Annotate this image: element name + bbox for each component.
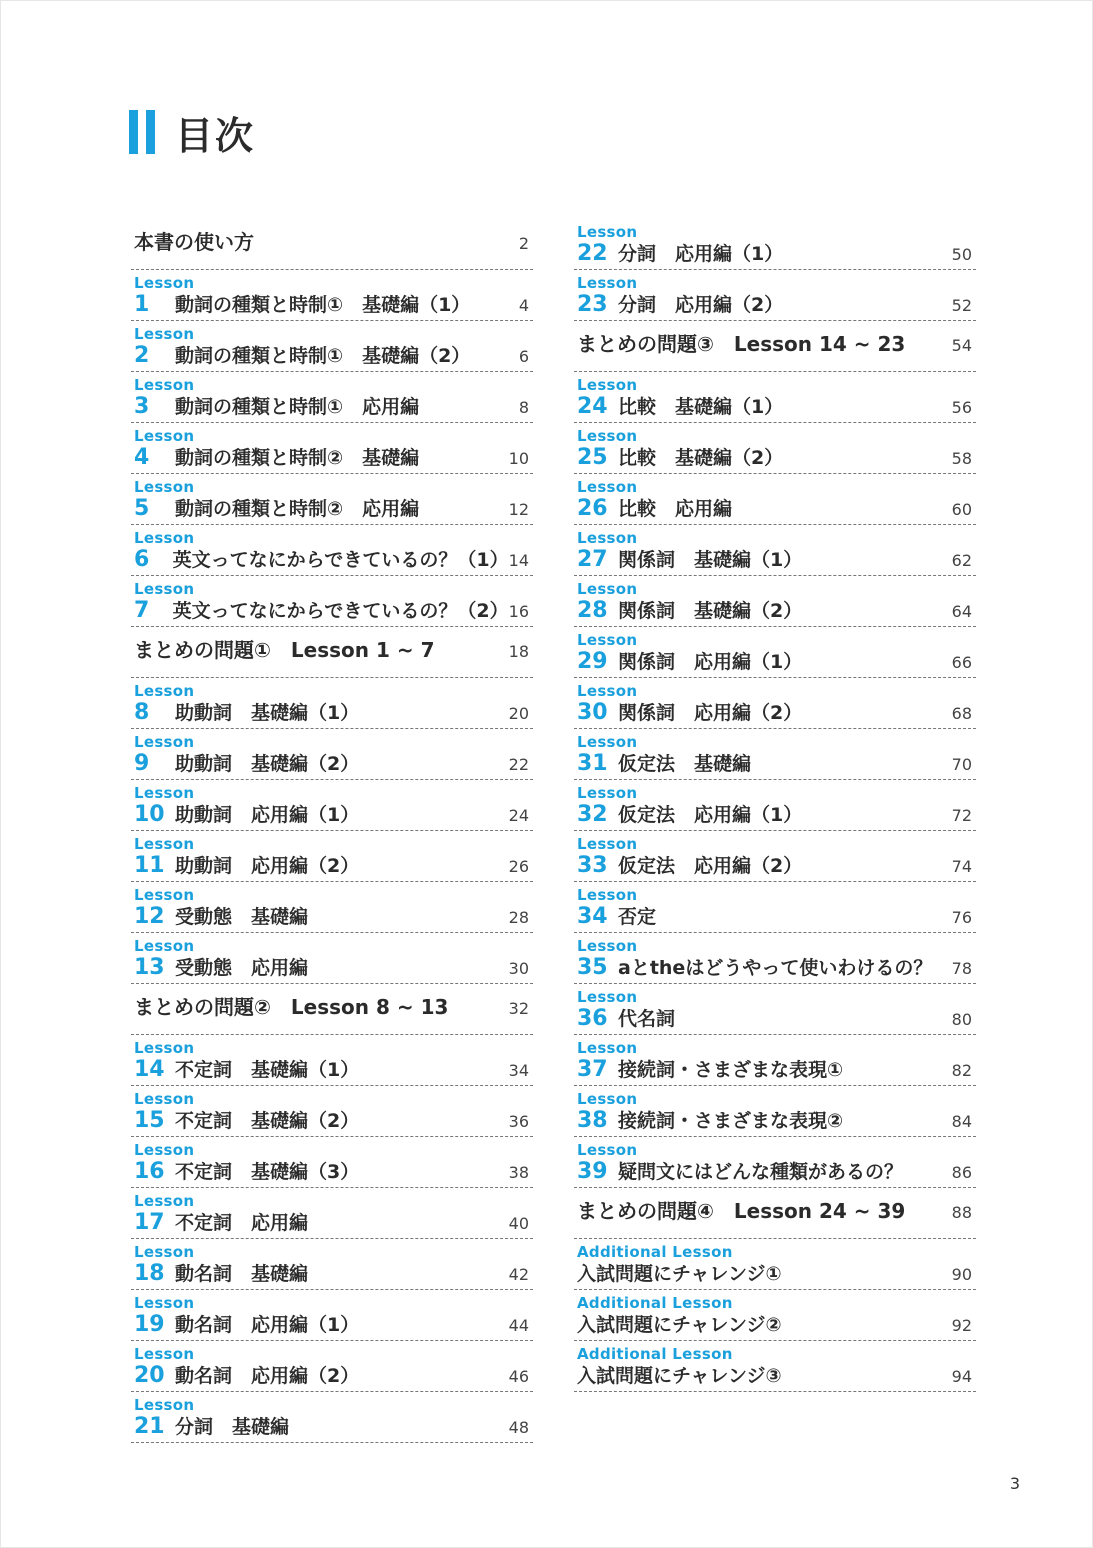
toc-entry-row xyxy=(577,1157,972,1184)
toc-entry-title: 入試問題にチャレンジ③ xyxy=(577,1365,782,1387)
toc-entry[interactable] xyxy=(131,780,533,831)
toc-entry[interactable] xyxy=(574,372,976,423)
toc-entry[interactable] xyxy=(574,1086,976,1137)
toc-entry-page: 58 xyxy=(951,449,972,468)
lesson-kicker: Lesson xyxy=(134,1243,195,1261)
toc-entry-row xyxy=(134,392,529,419)
toc-entry-row xyxy=(134,634,529,663)
toc-entry-row xyxy=(134,443,529,470)
toc-entry-page: 52 xyxy=(951,296,972,315)
lesson-number: 26 xyxy=(577,496,608,521)
toc-entry-title: 助動詞 応用編（1） xyxy=(175,804,360,826)
toc-entry[interactable] xyxy=(131,270,533,321)
toc-entry-page: 28 xyxy=(508,908,529,927)
toc-entry-row xyxy=(577,290,972,317)
toc-entry-page: 30 xyxy=(508,959,529,978)
toc-entry[interactable] xyxy=(574,831,976,882)
toc-entry-row xyxy=(134,851,529,878)
toc-entry[interactable] xyxy=(574,627,976,678)
toc-entry-row xyxy=(577,1259,972,1286)
toc-entry-page: 74 xyxy=(951,857,972,876)
toc-entry-page: 54 xyxy=(951,336,972,355)
lesson-kicker: Lesson xyxy=(134,937,195,955)
toc-entry-title: 英文ってなにからできているの？（1） xyxy=(172,549,509,571)
lesson-number: 28 xyxy=(577,598,608,623)
toc-entry-title: 関係詞 応用編（1） xyxy=(618,651,803,673)
toc-entry-title: まとめの問題④ Lesson 24 ~ 39 xyxy=(577,1199,906,1223)
toc-entry-row xyxy=(577,851,972,878)
lesson-number: 27 xyxy=(577,547,608,572)
toc-entry-title: 比較 基礎編（2） xyxy=(618,447,784,469)
toc-entry-page: 56 xyxy=(951,398,972,417)
toc-entry[interactable] xyxy=(574,219,976,270)
lesson-number: 25 xyxy=(577,445,608,470)
lesson-number: 15 xyxy=(134,1108,165,1133)
toc-entry-row xyxy=(134,1157,529,1184)
toc-entry-title: 関係詞 基礎編（1） xyxy=(618,549,803,571)
toc-entry-title: 動詞の種類と時制① 基礎編（1） xyxy=(175,294,471,316)
lesson-number: 19 xyxy=(134,1312,165,1337)
lesson-kicker: Lesson xyxy=(134,529,195,547)
toc-right-column xyxy=(574,219,976,1392)
toc-entry[interactable] xyxy=(574,1035,976,1086)
toc-entry[interactable] xyxy=(131,423,533,474)
toc-entry-row xyxy=(577,1361,972,1388)
toc-entry[interactable] xyxy=(131,576,533,627)
toc-left-column xyxy=(131,219,533,1443)
lesson-kicker: Lesson xyxy=(134,886,195,904)
toc-entry-page: 92 xyxy=(951,1316,972,1335)
toc-entry-title: 助動詞 基礎編（1） xyxy=(175,702,360,724)
toc-entry[interactable] xyxy=(574,1137,976,1188)
toc-entry-title: 分詞 基礎編 xyxy=(175,1416,290,1438)
toc-entry-page: 14 xyxy=(508,551,529,570)
lesson-kicker: Lesson xyxy=(134,1141,195,1159)
toc-entry[interactable] xyxy=(131,1137,533,1188)
lesson-kicker: Lesson xyxy=(134,427,195,445)
toc-entry-row xyxy=(134,1412,529,1439)
toc-entry-page: 66 xyxy=(951,653,972,672)
toc-entry-row xyxy=(134,1055,529,1082)
lesson-number: 35 xyxy=(577,955,608,980)
toc-entry-title: 仮定法 基礎編 xyxy=(618,753,752,775)
toc-entry-page: 64 xyxy=(951,602,972,621)
lesson-number: 6 xyxy=(134,547,150,572)
toc-entry-page: 16 xyxy=(508,602,529,621)
lesson-kicker: Lesson xyxy=(134,580,195,598)
toc-entry-row xyxy=(134,1361,529,1388)
toc-entry[interactable] xyxy=(131,1239,533,1290)
lesson-kicker: Additional Lesson xyxy=(577,1243,733,1261)
lesson-kicker: Lesson xyxy=(134,682,195,700)
toc-entry-title: 疑問文にはどんな種類があるの？ xyxy=(618,1161,904,1183)
toc-entry-row xyxy=(577,596,972,623)
lesson-kicker: Lesson xyxy=(577,529,638,547)
toc-entry-title: 動名詞 基礎編 xyxy=(175,1263,309,1285)
lesson-kicker: Lesson xyxy=(577,223,638,241)
toc-entry-title: 代名詞 xyxy=(618,1008,676,1030)
toc-entry-title: 比較 応用編 xyxy=(618,498,733,520)
toc-entry-page: 46 xyxy=(508,1367,529,1386)
lesson-kicker: Lesson xyxy=(577,835,638,853)
toc-entry-page: 34 xyxy=(508,1061,529,1080)
lesson-number: 11 xyxy=(134,853,165,878)
toc-entry[interactable] xyxy=(574,576,976,627)
toc-entry[interactable] xyxy=(574,1290,976,1341)
toc-entry-row xyxy=(577,545,972,572)
toc-entry-page: 44 xyxy=(508,1316,529,1335)
toc-entry-row xyxy=(577,443,972,470)
toc-entry-page: 94 xyxy=(951,1367,972,1386)
toc-entry-page: 70 xyxy=(951,755,972,774)
toc-entry[interactable] xyxy=(131,1188,533,1239)
toc-entry[interactable] xyxy=(574,474,976,525)
toc-entry-page: 20 xyxy=(508,704,529,723)
toc-entry[interactable] xyxy=(131,729,533,780)
toc-entry[interactable] xyxy=(574,729,976,780)
toc-entry-page: 18 xyxy=(508,642,529,661)
toc-entry-page: 86 xyxy=(951,1163,972,1182)
lesson-kicker: Lesson xyxy=(577,478,638,496)
toc-entry-title: 不定詞 応用編 xyxy=(175,1212,309,1234)
lesson-number: 34 xyxy=(577,904,608,929)
lesson-kicker: Lesson xyxy=(134,1039,195,1057)
title-bar xyxy=(146,110,155,154)
lesson-number: 33 xyxy=(577,853,608,878)
toc-entry-page: 50 xyxy=(951,245,972,264)
toc-entry[interactable] xyxy=(131,372,533,423)
lesson-number: 22 xyxy=(577,241,608,266)
toc-entry-row xyxy=(134,341,529,368)
lesson-kicker: Lesson xyxy=(577,1039,638,1057)
toc-entry-page: 24 xyxy=(508,806,529,825)
lesson-number: 2 xyxy=(134,343,150,368)
toc-entry-title: 分詞 応用編（1） xyxy=(618,243,784,265)
toc-entry[interactable] xyxy=(131,1290,533,1341)
lesson-kicker: Lesson xyxy=(134,784,195,802)
toc-entry-title: 仮定法 応用編（1） xyxy=(618,804,803,826)
toc-entry-row xyxy=(577,392,972,419)
toc-entry-title: 受動態 応用編 xyxy=(175,957,309,979)
page-number: 3 xyxy=(1009,1474,1020,1493)
lesson-kicker: Lesson xyxy=(577,886,638,904)
lesson-number: 14 xyxy=(134,1057,165,1082)
toc-entry-page: 48 xyxy=(508,1418,529,1437)
toc-entry-title: 入試問題にチャレンジ① xyxy=(577,1263,782,1285)
lesson-kicker: Lesson xyxy=(577,988,638,1006)
lesson-kicker: Lesson xyxy=(134,325,195,343)
toc-entry-row xyxy=(577,647,972,674)
toc-entry[interactable] xyxy=(131,1035,533,1086)
toc-entry-title: 英文ってなにからできているの？（2） xyxy=(172,600,509,622)
toc-entry-page: 4 xyxy=(518,296,529,315)
toc-entry-title: まとめの問題① Lesson 1 ~ 7 xyxy=(134,638,435,662)
toc-entry-title: 助動詞 応用編（2） xyxy=(175,855,360,877)
toc-entry-row xyxy=(134,991,529,1020)
lesson-kicker: Lesson xyxy=(577,1141,638,1159)
toc-entry-page: 40 xyxy=(508,1214,529,1233)
toc-entry-title: 比較 基礎編（1） xyxy=(618,396,784,418)
toc-entry-title: 動詞の種類と時制② 応用編 xyxy=(175,498,420,520)
lesson-number: 23 xyxy=(577,292,608,317)
toc-entry-row xyxy=(134,226,529,255)
toc-entry-title: 否定 xyxy=(618,906,657,928)
lesson-number: 3 xyxy=(134,394,150,419)
lesson-number: 29 xyxy=(577,649,608,674)
toc-entry[interactable] xyxy=(131,1086,533,1137)
toc-entry-title: 関係詞 基礎編（2） xyxy=(618,600,803,622)
lesson-number: 20 xyxy=(134,1363,165,1388)
toc-entry[interactable] xyxy=(574,423,976,474)
lesson-kicker: Additional Lesson xyxy=(577,1345,733,1363)
lesson-kicker: Lesson xyxy=(134,1090,195,1108)
toc-entry[interactable] xyxy=(131,321,533,372)
title-bars-icon xyxy=(129,110,155,154)
lesson-kicker: Lesson xyxy=(134,1192,195,1210)
toc-entry-title: 関係詞 応用編（2） xyxy=(618,702,803,724)
toc-entry-title: 仮定法 応用編（2） xyxy=(618,855,803,877)
toc-entry-title: まとめの問題② Lesson 8 ~ 13 xyxy=(134,995,449,1019)
lesson-kicker: Lesson xyxy=(134,274,195,292)
lesson-kicker: Lesson xyxy=(577,784,638,802)
lesson-kicker: Lesson xyxy=(577,274,638,292)
toc-entry-title: 不定詞 基礎編（1） xyxy=(175,1059,360,1081)
toc-entry-row xyxy=(577,494,972,521)
lesson-kicker: Lesson xyxy=(134,733,195,751)
lesson-number: 18 xyxy=(134,1261,165,1286)
toc-entry-title: 動名詞 応用編（1） xyxy=(175,1314,360,1336)
lesson-number: 8 xyxy=(134,700,150,725)
lesson-kicker: Lesson xyxy=(134,1396,195,1414)
toc-entry-row xyxy=(134,800,529,827)
toc-section-heading[interactable] xyxy=(574,1188,976,1239)
toc-section-heading[interactable] xyxy=(131,627,533,678)
lesson-kicker: Lesson xyxy=(577,631,638,649)
toc-entry[interactable] xyxy=(131,678,533,729)
toc-entry-row xyxy=(134,1106,529,1133)
toc-entry-page: 88 xyxy=(951,1203,972,1222)
toc-entry-page: 26 xyxy=(508,857,529,876)
toc-entry-page: 68 xyxy=(951,704,972,723)
toc-entry-title: 動詞の種類と時制② 基礎編 xyxy=(175,447,420,469)
toc-entry[interactable] xyxy=(131,882,533,933)
toc-entry-page: 32 xyxy=(508,999,529,1018)
toc-entry-title: 受動態 基礎編 xyxy=(175,906,309,928)
toc-entry-page: 90 xyxy=(951,1265,972,1284)
toc-entry-row xyxy=(134,698,529,725)
toc-entry-row xyxy=(134,1208,529,1235)
lesson-kicker: Lesson xyxy=(577,376,638,394)
toc-entry-row xyxy=(134,953,529,980)
toc-entry-title: 本書の使い方 xyxy=(134,230,254,254)
toc-entry-page: 76 xyxy=(951,908,972,927)
toc-entry[interactable] xyxy=(131,933,533,984)
lesson-number: 5 xyxy=(134,496,150,521)
toc-entry-title: 接続詞・さまざまな表現① xyxy=(618,1059,844,1081)
toc-entry-row xyxy=(577,239,972,266)
toc-entry[interactable] xyxy=(574,1341,976,1392)
lesson-number: 24 xyxy=(577,394,608,419)
toc-entry[interactable] xyxy=(574,678,976,729)
toc-entry-row xyxy=(577,698,972,725)
lesson-kicker: Lesson xyxy=(134,1345,195,1363)
lesson-number: 36 xyxy=(577,1006,608,1031)
lesson-kicker: Lesson xyxy=(134,1294,195,1312)
lesson-number: 9 xyxy=(134,751,150,776)
toc-section-heading[interactable] xyxy=(131,984,533,1035)
toc-entry-row xyxy=(577,1310,972,1337)
lesson-number: 32 xyxy=(577,802,608,827)
lesson-number: 10 xyxy=(134,802,165,827)
toc-entry-page: 84 xyxy=(951,1112,972,1131)
title-bar xyxy=(129,110,138,154)
lesson-kicker: Lesson xyxy=(577,580,638,598)
toc-entry[interactable] xyxy=(574,984,976,1035)
toc-entry-title: まとめの問題③ Lesson 14 ~ 23 xyxy=(577,332,906,356)
toc-entry[interactable] xyxy=(574,525,976,576)
lesson-kicker: Lesson xyxy=(577,682,638,700)
lesson-number: 17 xyxy=(134,1210,165,1235)
lesson-kicker: Lesson xyxy=(134,835,195,853)
lesson-number: 38 xyxy=(577,1108,608,1133)
lesson-number: 39 xyxy=(577,1159,608,1184)
lesson-number: 16 xyxy=(134,1159,165,1184)
lesson-number: 1 xyxy=(134,292,150,317)
toc-entry-row xyxy=(577,1055,972,1082)
toc-entry-page: 60 xyxy=(951,500,972,519)
toc-entry[interactable] xyxy=(574,933,976,984)
toc-entry-title: 分詞 応用編（2） xyxy=(618,294,784,316)
toc-entry-page: 42 xyxy=(508,1265,529,1284)
toc-entry-row xyxy=(577,328,972,357)
toc-entry-row xyxy=(577,902,972,929)
toc-section-heading[interactable] xyxy=(131,219,533,270)
toc-entry-page: 2 xyxy=(518,234,529,253)
toc-entry[interactable] xyxy=(131,474,533,525)
lesson-number: 4 xyxy=(134,445,150,470)
lesson-kicker: Additional Lesson xyxy=(577,1294,733,1312)
toc-entry-row xyxy=(577,749,972,776)
toc-entry-page: 22 xyxy=(508,755,529,774)
toc-entry[interactable] xyxy=(131,831,533,882)
toc-entry-row xyxy=(134,596,529,623)
toc-section-heading[interactable] xyxy=(574,321,976,372)
toc-entry-row xyxy=(577,1106,972,1133)
toc-entry-row xyxy=(577,800,972,827)
toc-entry-page: 36 xyxy=(508,1112,529,1131)
toc-entry-page: 78 xyxy=(951,959,972,978)
toc-entry-title: 不定詞 基礎編（3） xyxy=(175,1161,360,1183)
lesson-number: 12 xyxy=(134,904,165,929)
toc-entry[interactable] xyxy=(574,270,976,321)
toc-entry-page: 38 xyxy=(508,1163,529,1182)
toc-entry-title: 入試問題にチャレンジ② xyxy=(577,1314,782,1336)
toc-entry-row xyxy=(134,290,529,317)
toc-entry-page: 6 xyxy=(518,347,529,366)
toc-entry-row xyxy=(134,494,529,521)
lesson-number: 7 xyxy=(134,598,150,623)
lesson-kicker: Lesson xyxy=(577,1090,638,1108)
toc-entry-row xyxy=(577,953,972,980)
lesson-number: 37 xyxy=(577,1057,608,1082)
toc-entry-page: 8 xyxy=(518,398,529,417)
toc-entry-row xyxy=(134,749,529,776)
toc-entry-page: 12 xyxy=(508,500,529,519)
toc-entry[interactable] xyxy=(574,1239,976,1290)
toc-entry-row xyxy=(577,1004,972,1031)
lesson-kicker: Lesson xyxy=(577,427,638,445)
toc-entry-title: 動詞の種類と時制① 基礎編（2） xyxy=(175,345,471,367)
lesson-kicker: Lesson xyxy=(577,937,638,955)
toc-entry-row xyxy=(134,902,529,929)
toc-entry-page: 82 xyxy=(951,1061,972,1080)
page-title: 目次 xyxy=(175,113,256,158)
toc-entry-page: 72 xyxy=(951,806,972,825)
lesson-number: 21 xyxy=(134,1414,165,1439)
toc-entry-title: 接続詞・さまざまな表現② xyxy=(618,1110,844,1132)
toc-entry[interactable] xyxy=(131,1341,533,1392)
toc-entry-row xyxy=(577,1195,972,1224)
toc-entry-row xyxy=(134,1310,529,1337)
toc-entry-page: 80 xyxy=(951,1010,972,1029)
toc-entry[interactable] xyxy=(574,780,976,831)
lesson-number: 13 xyxy=(134,955,165,980)
toc-entry-title: 不定詞 基礎編（2） xyxy=(175,1110,360,1132)
toc-entry-title: 動詞の種類と時制① 応用編 xyxy=(175,396,420,418)
lesson-kicker: Lesson xyxy=(134,376,195,394)
toc-entry[interactable] xyxy=(131,1392,533,1443)
toc-entry-title: 動名詞 応用編（2） xyxy=(175,1365,360,1387)
lesson-kicker: Lesson xyxy=(134,478,195,496)
toc-entry[interactable] xyxy=(574,882,976,933)
lesson-number: 31 xyxy=(577,751,608,776)
lesson-number: 30 xyxy=(577,700,608,725)
toc-entry-row xyxy=(134,1259,529,1286)
toc-entry[interactable] xyxy=(131,525,533,576)
toc-entry-page: 62 xyxy=(951,551,972,570)
toc-entry-title: 助動詞 基礎編（2） xyxy=(175,753,360,775)
toc-entry-row xyxy=(134,545,529,572)
page-title-block xyxy=(129,107,255,157)
lesson-kicker: Lesson xyxy=(577,733,638,751)
toc-entry-title: aとtheはどうやって使いわけるの？ xyxy=(618,957,933,979)
toc-entry-page: 10 xyxy=(508,449,529,468)
